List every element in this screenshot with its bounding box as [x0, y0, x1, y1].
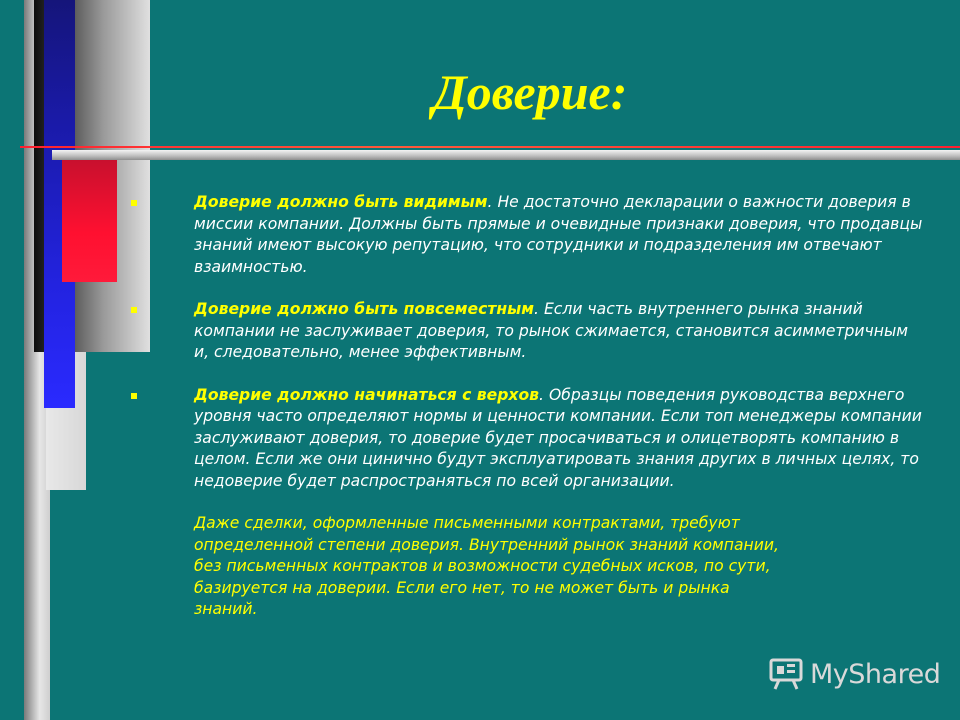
- closing-note: [128, 513, 928, 621]
- note-line: без письменных контрактов и возможности судебных исков, по сути,: [194, 557, 771, 575]
- note-line: Даже сделки, оформленные письменными контрактами, требуют: [194, 514, 740, 532]
- bullet-square-icon: [131, 307, 137, 313]
- bullet-lead: Доверие должно быть видимым: [194, 193, 488, 211]
- watermark-text: MyShared: [810, 658, 941, 690]
- bullet-text: . Образцы поведения руководства верхнего уровня часто определяют нормы и ценности компании. Если топ менеджеры компании заслуживают доверия, то доверие будет просачиваться и олицетворять компанию в целом. Если же они цинично будут эксплуатировать знания других в личных целях, то недоверие будет распространяться по всей организации.: [194, 385, 922, 490]
- bullet-item: [128, 385, 928, 493]
- bullet-item: [128, 299, 928, 364]
- bullet-text: . Не достаточно декларации о важности доверия в миссии компании. Должны быть прямые и очевидные признаки доверия, что продавцы знаний имеют высокую репутацию, что сотрудники и подразделения им отвечают взаимностью.: [194, 193, 923, 276]
- bullet-lead: Доверие должно быть повсеместным: [194, 300, 535, 318]
- presentation-board-icon: [768, 656, 804, 692]
- note-line: определенной степени доверия. Внутренний рынок знаний компании,: [194, 535, 779, 554]
- bullet-item: [128, 192, 928, 278]
- decor-red-line: [20, 146, 960, 148]
- note-line: знаний.: [194, 600, 258, 618]
- bullet-square-icon: [131, 200, 137, 206]
- decor-title-rule: [52, 150, 960, 160]
- bullet-lead: Доверие должно начинаться с верхов: [194, 385, 540, 404]
- bullet-text: . Если часть внутреннего рынка знаний компании не заслуживает доверия, то рынок сжимается, становится асимметричным и, следовательно, менее эффективным.: [194, 300, 909, 361]
- note-line: базируется на доверии. Если его нет, то не может быть и рынка: [194, 578, 730, 597]
- slide-title: Доверие:: [432, 64, 628, 120]
- decor-red-block: [62, 160, 117, 282]
- watermark: [768, 656, 940, 692]
- bullet-square-icon: [131, 393, 137, 399]
- slide-body: [128, 192, 928, 621]
